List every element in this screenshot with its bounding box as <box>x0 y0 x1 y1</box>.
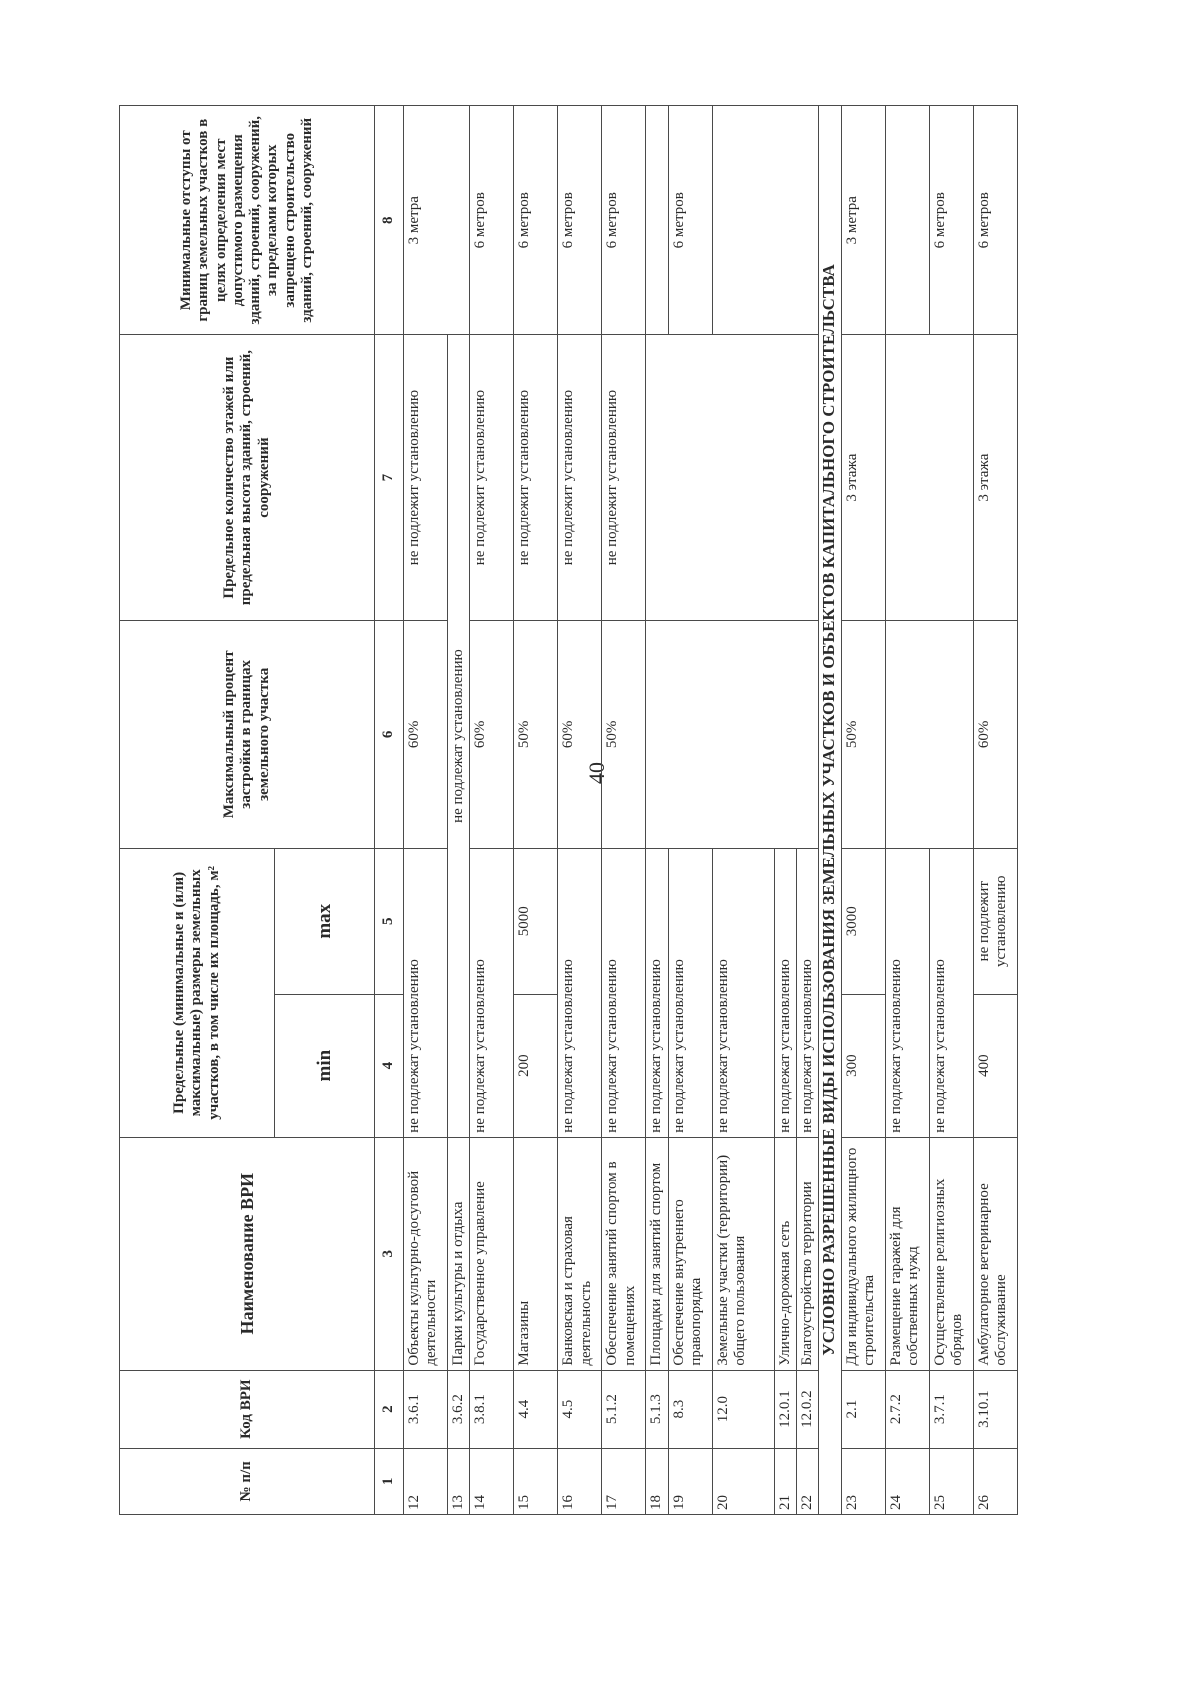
row-name: Улично-дорожная сеть <box>774 1137 796 1370</box>
header-floors: Предельное количество этажей или предельная высота зданий, строений, сооружений <box>120 335 375 620</box>
row-name: Площадки для занятий спортом <box>646 1137 668 1370</box>
row-code: 5.1.2 <box>602 1370 646 1448</box>
row-code: 3.10.1 <box>974 1370 1018 1448</box>
row-area: не подлежат установлению <box>796 848 818 1137</box>
row-percent-empty <box>886 620 974 848</box>
row-num: 20 <box>712 1448 774 1514</box>
row-setback: 6 метров <box>602 106 646 335</box>
row-max: 3000 <box>842 848 886 994</box>
row-name: Осуществление религиозных обрядов <box>930 1137 974 1370</box>
row-floors: не подлежит установлению <box>514 335 558 620</box>
row-setback: 6 метров <box>558 106 602 335</box>
row-num: 25 <box>930 1448 974 1514</box>
row-area: не подлежат установлению <box>774 848 796 1137</box>
row-percent: 60% <box>974 620 1018 848</box>
row-area: не подлежат установлению <box>930 848 974 1137</box>
column-number: 4 <box>375 994 404 1137</box>
row-floors-empty <box>886 335 974 620</box>
column-number: 2 <box>375 1370 404 1448</box>
row-percent: 50% <box>514 620 558 848</box>
column-number: 1 <box>375 1448 404 1514</box>
column-number: 5 <box>375 848 404 994</box>
table-row <box>404 106 448 1515</box>
row-name: Амбулаторное ветеринарное обслуживание <box>974 1137 1018 1370</box>
row-setback: 6 метров <box>514 106 558 335</box>
header-max: max <box>275 848 375 994</box>
row-num: 17 <box>602 1448 646 1514</box>
header-setback: Минимальные отступы от границ земельных участков в целях определения мест допустимого размещения зданий, строений, сооружений, за пределами которых запрещено строительство зданий, строений, сооружений <box>120 106 375 335</box>
row-code: 4.5 <box>558 1370 602 1448</box>
row-max: 5000 <box>514 848 558 994</box>
row-code: 3.8.1 <box>470 1370 514 1448</box>
row-name: Магазины <box>514 1137 558 1370</box>
header-percent: Максимальный процент застройки в границах земельного участка <box>120 620 375 848</box>
row-num: 19 <box>668 1448 712 1514</box>
row-num: 14 <box>470 1448 514 1514</box>
row-code: 12.0.2 <box>796 1370 818 1448</box>
row-name: Обеспечение внутреннего правопорядка <box>668 1137 712 1370</box>
row-code: 2.1 <box>842 1370 886 1448</box>
row-min: 200 <box>514 994 558 1137</box>
table-row <box>886 106 930 1515</box>
row-setback-empty <box>712 106 819 335</box>
row-num: 12 <box>404 1448 448 1514</box>
row-num: 24 <box>886 1448 930 1514</box>
row-setback: 3 метра <box>404 106 470 335</box>
row-setback: 3 метра <box>842 106 886 335</box>
row-num: 22 <box>796 1448 818 1514</box>
row-max: не подлежит установлению <box>974 848 1018 994</box>
row-num: 15 <box>514 1448 558 1514</box>
row-code: 12.0 <box>712 1370 774 1448</box>
table-row <box>819 106 842 1515</box>
header-area: Предельные (минимальные и (или) максимальные) размеры земельных участков, в том числе их площадь, м² <box>120 848 275 1137</box>
table-row <box>514 106 558 1515</box>
header-code: Код ВРИ <box>120 1370 375 1448</box>
row-num: 13 <box>448 1448 470 1514</box>
row-floors: не подлежит установлению <box>404 335 448 620</box>
row-code: 3.7.1 <box>930 1370 974 1448</box>
row-setback: 6 метров <box>930 106 974 335</box>
row-setback: 6 метров <box>668 106 712 335</box>
row-area: не подлежат установлению <box>646 848 668 1137</box>
table-row <box>974 106 1018 1515</box>
row-num: 16 <box>558 1448 602 1514</box>
row-setback-empty <box>886 106 930 335</box>
row-name: Государственное управление <box>470 1137 514 1370</box>
row-percent: 60% <box>558 620 602 848</box>
row-floors: 3 этажа <box>974 335 1018 620</box>
row-span-value: не подлежат установлению <box>448 335 470 1137</box>
zoning-regulations-table <box>119 105 1018 1515</box>
row-num: 18 <box>646 1448 668 1514</box>
row-percent-empty <box>646 620 819 848</box>
row-code: 12.0.1 <box>774 1370 796 1448</box>
column-number: 8 <box>375 106 404 335</box>
rotated-table-container <box>119 105 1200 1515</box>
row-area: не подлежат установлению <box>668 848 712 1137</box>
row-code: 4.4 <box>514 1370 558 1448</box>
row-area: не подлежат установлению <box>558 848 602 1137</box>
row-min: 400 <box>974 994 1018 1137</box>
row-floors: не подлежит установлению <box>602 335 646 620</box>
row-area: не подлежат установлению <box>404 848 448 1137</box>
row-name: Благоустройство территории <box>796 1137 818 1370</box>
row-area: не подлежат установлению <box>712 848 774 1137</box>
row-floors: не подлежит установлению <box>470 335 514 620</box>
row-percent: 50% <box>842 620 886 848</box>
table-row <box>470 106 514 1515</box>
header-min: min <box>275 994 375 1137</box>
table-row <box>646 106 668 1515</box>
row-percent: 60% <box>404 620 448 848</box>
row-floors-empty <box>646 335 819 620</box>
row-setback: 6 метров <box>470 106 514 335</box>
row-code: 3.6.1 <box>404 1370 448 1448</box>
row-min: 300 <box>842 994 886 1137</box>
row-percent: 50% <box>602 620 646 848</box>
row-name: Объекты культурно-досуговой деятельности <box>404 1137 448 1370</box>
row-num: 21 <box>774 1448 796 1514</box>
table-row <box>558 106 602 1515</box>
column-number: 7 <box>375 335 404 620</box>
row-name: Парки культуры и отдыха <box>448 1137 470 1370</box>
row-area: не подлежат установлению <box>602 848 646 1137</box>
row-name: Обеспечение занятий спортом в помещениях <box>602 1137 646 1370</box>
row-name: Банковская и страховая деятельность <box>558 1137 602 1370</box>
conditional-uses-heading: УСЛОВНО РАЗРЕШЕННЫЕ ВИДЫ ИСПОЛЬЗОВАНИЯ ЗЕМЕЛЬНЫХ УЧАСТКОВ И ОБЪЕКТОВ КАПИТАЛЬНОГО СТРОИТЕЛЬСТВА <box>819 106 842 1515</box>
row-setback: 6 метров <box>974 106 1018 335</box>
row-floors: 3 этажа <box>842 335 886 620</box>
header-name: Наименование ВРИ <box>120 1137 375 1370</box>
row-area: не подлежат установлению <box>886 848 930 1137</box>
row-percent: 60% <box>470 620 514 848</box>
row-name: Для индивидуального жилищного строительства <box>842 1137 886 1370</box>
row-setback-empty <box>646 106 668 335</box>
row-code: 2.7.2 <box>886 1370 930 1448</box>
row-name: Размещение гаражей для собственных нужд <box>886 1137 930 1370</box>
row-code: 8.3 <box>668 1370 712 1448</box>
column-number: 3 <box>375 1137 404 1370</box>
page-number: 40 <box>584 762 609 784</box>
row-code: 5.1.3 <box>646 1370 668 1448</box>
row-code: 3.6.2 <box>448 1370 470 1448</box>
table-row <box>842 106 886 1515</box>
row-area: не подлежат установлению <box>470 848 514 1137</box>
column-number: 6 <box>375 620 404 848</box>
row-floors: не подлежит установлению <box>558 335 602 620</box>
table-row <box>602 106 646 1515</box>
row-name: Земельные участки (территории) общего пользования <box>712 1137 774 1370</box>
header-num: № п/п <box>120 1448 375 1514</box>
row-num: 26 <box>974 1448 1018 1514</box>
row-num: 23 <box>842 1448 886 1514</box>
